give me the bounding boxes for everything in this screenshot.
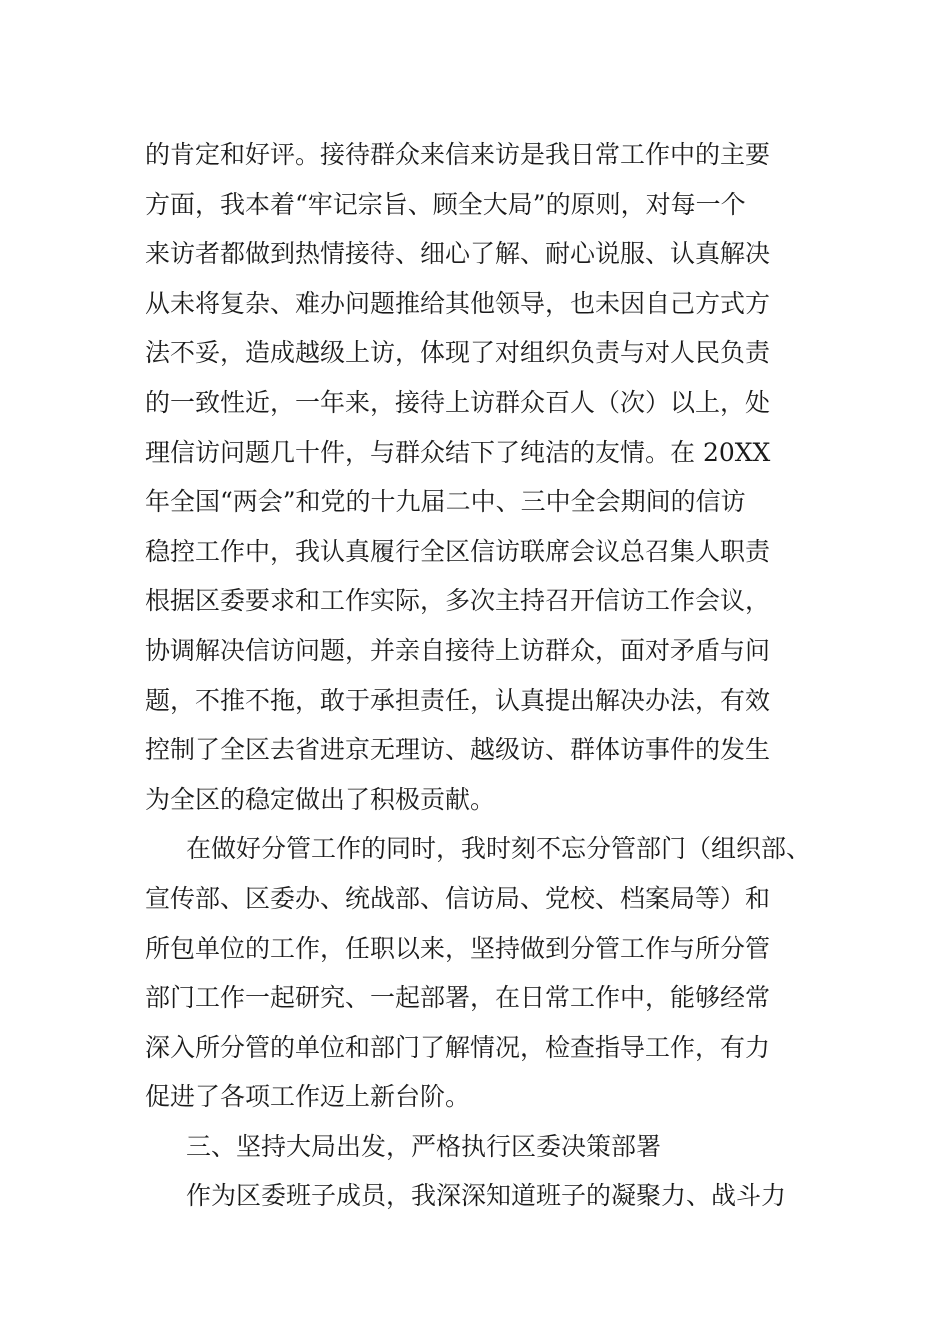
text-line: 方面，我本着“牢记宗旨、顾全大局”的原则，对每一个 <box>145 189 746 219</box>
text-line: 部门工作一起研究、一起部署，在日常工作中，能够经常 <box>145 983 771 1013</box>
text-line: 宣传部、区委办、统战部、信访局、党校、档案局等）和 <box>145 883 771 913</box>
text-line: 年全国“两会”和党的十九届二中、三中全会期间的信访 <box>145 487 746 517</box>
section-heading: 三、坚持大局出发，严格执行区委决策部署 <box>186 1131 662 1161</box>
text-line: 为全区的稳定做出了积极贡献。 <box>145 784 496 814</box>
document-body <box>145 130 825 1221</box>
text-line: 来访者都做到热情接待、细心了解、耐心说服、认真解决 <box>145 239 771 269</box>
text-line: 协调解决信访问题，并亲自接待上访群众，面对矛盾与问 <box>145 635 771 665</box>
text-line: 深入所分管的单位和部门了解情况，检查指导工作，有力 <box>145 1032 771 1062</box>
text-line: 的肯定和好评。接待群众来信来访是我日常工作中的主要 <box>145 140 771 169</box>
text-line: 控制了全区去省进京无理访、越级访、群体访事件的发生 <box>145 735 771 765</box>
text-line: 根据区委要求和工作实际，多次主持召开信访工作会议， <box>145 586 771 616</box>
text-line: 理信访问题几十件，与群众结下了纯洁的友情。在 20XX <box>145 437 771 467</box>
text-line: 法不妥，造成越级上访，体现了对组织负责与对人民负责 <box>145 338 771 368</box>
text-line: 题，不推不拖，敢于承担责任，认真提出解决办法，有效 <box>145 685 771 715</box>
text-line: 的一致性近，一年来，接待上访群众百人（次）以上，处 <box>145 387 771 417</box>
paragraph-start-line: 作为区委班子成员，我深深知道班子的凝聚力、战斗力 <box>186 1181 787 1211</box>
text-line: 稳控工作中，我认真履行全区信访联席会议总召集人职责 <box>145 536 771 566</box>
text-line: 所包单位的工作，任职以来，坚持做到分管工作与所分管 <box>145 933 771 963</box>
paragraph-start-line: 在做好分管工作的同时，我时刻不忘分管部门（组织部、 <box>186 834 812 864</box>
text-line: 从未将复杂、难办问题推给其他领导，也未因自己方式方 <box>145 288 771 318</box>
text-line: 促进了各项工作迈上新台阶。 <box>145 1082 471 1112</box>
